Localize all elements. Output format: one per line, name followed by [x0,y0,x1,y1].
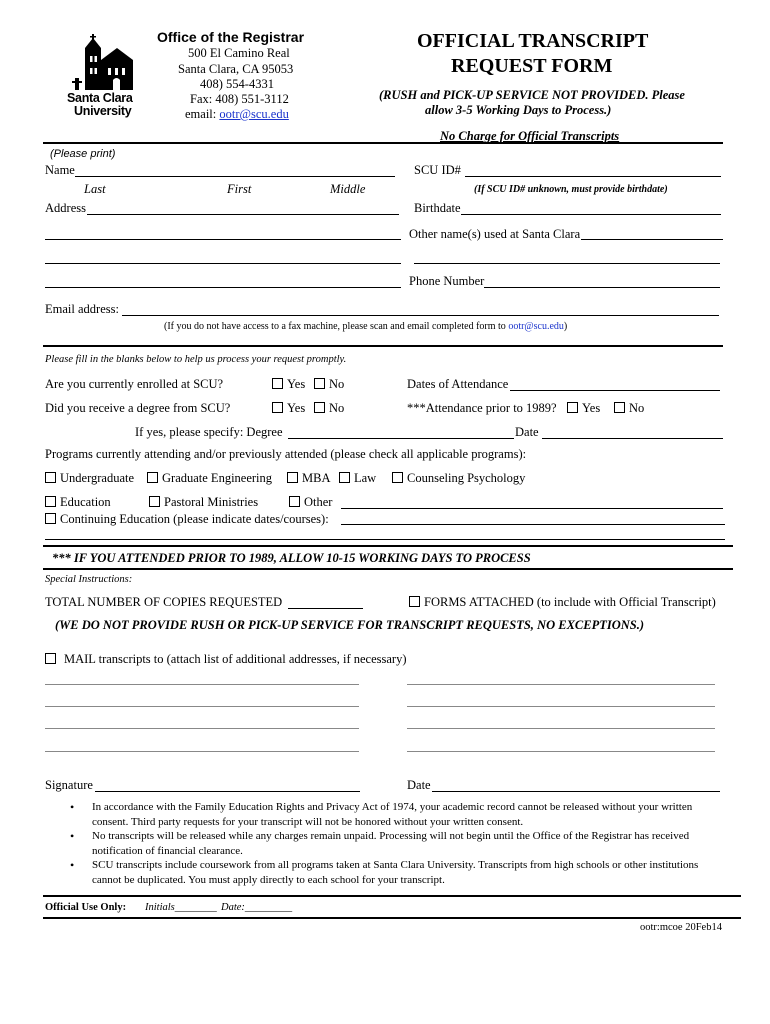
enrolled-no-option[interactable] [314,377,344,392]
forms-attached-option[interactable] [409,595,716,610]
office-email-line [185,107,289,122]
prior-1989-no-option[interactable] [614,401,644,416]
mba-checkbox[interactable] [287,472,298,483]
degree-no-label: No [329,401,345,415]
copies-field[interactable] [288,608,363,609]
first-caption: First [227,182,252,196]
education-checkbox[interactable] [45,496,56,507]
office-address-2: Santa Clara, CA 95053 [178,62,294,76]
prior-1989-label: ***Attendance prior to 1989? [407,401,557,415]
education-label: Education [60,495,111,509]
program-education[interactable] [45,495,111,510]
address-field-1[interactable] [87,214,399,215]
section-rule-4 [43,895,741,897]
name-label: Name [45,163,75,177]
policy-note-ferpa: • In accordance with the Family Education Rights and Privacy Act of 1974, your academic record cannot be released without your written consent. Third party requests for your transcript will not be honored without your written consent. [70,800,730,829]
instruction-text: Please fill in the blanks below to help us process your request promptly. [45,354,347,365]
pastoral-label: Pastoral Ministries [164,495,259,509]
signature-field[interactable] [95,791,360,792]
section-rule-2 [43,545,733,547]
please-print-note: (Please print) [50,148,116,160]
enrolled-no-label: No [329,377,345,391]
scu-id-label: SCU ID# [414,163,461,177]
counseling-label: Counseling Psychology [407,471,526,485]
mail-address-right-4[interactable] [407,751,715,752]
mail-label: MAIL transcripts to (attach list of additional addresses, if necessary) [64,652,407,666]
enrolled-yes-option[interactable] [272,377,305,392]
continuing-checkbox[interactable] [45,513,56,524]
undergraduate-checkbox[interactable] [45,472,56,483]
official-use-date: Date:_________ [221,902,293,913]
rush-note-line-2: allow 3-5 Working Days to Process.) [425,103,612,117]
prior-1989-no-checkbox[interactable] [614,402,625,413]
forms-attached-checkbox[interactable] [409,596,420,607]
program-grad-engineering[interactable] [147,471,272,486]
other-names-field-2[interactable] [414,263,720,264]
office-title: Office of the Registrar [157,29,305,45]
continuing-field-2[interactable] [45,539,725,540]
program-law[interactable] [339,471,376,486]
degree-date-label: Date [515,425,539,439]
special-instructions-label: Special Instructions: [45,574,133,585]
other-program-field[interactable] [341,508,723,509]
warning-1989: *** IF YOU ATTENDED PRIOR TO 1989, ALLOW 10-15 WORKING DAYS TO PROCESS [52,551,531,565]
other-label: Other [304,495,333,509]
header-rule [43,142,723,144]
address-label: Address [45,201,86,215]
section-rule-5 [43,917,741,919]
scu-id-note: (If SCU ID# unknown, must provide birthdate) [474,184,668,195]
address-field-3[interactable] [45,263,401,264]
mba-label: MBA [302,471,331,485]
fax-note-prefix: (If you do not have access to a fax machine, please scan and email completed form to [164,321,509,332]
program-other[interactable] [289,495,332,510]
phone-label: Phone Number [409,274,485,288]
office-email-link[interactable]: ootr@scu.edu [219,107,289,121]
rush-note-line-1: (RUSH and PICK-UP SERVICE NOT PROVIDED. Please [379,88,685,102]
degree-question: Did you receive a degree from SCU? [45,401,231,415]
other-names-field[interactable] [581,239,723,240]
signature-date-field[interactable] [432,791,720,792]
no-charge-note: No Charge for Official Transcripts [440,129,620,143]
program-mba[interactable] [287,471,330,486]
enrolled-no-checkbox[interactable] [314,378,325,389]
continuing-field[interactable] [341,524,725,525]
section-rule-3 [43,568,733,570]
office-phone: 408) 554-4331 [200,77,274,91]
program-continuing[interactable] [45,512,329,527]
section-rule-1 [43,345,723,347]
phone-field[interactable] [484,287,720,288]
signature-label: Signature [45,778,93,792]
scu-id-field[interactable] [465,176,721,177]
official-use-initials: Initials________ [145,902,217,913]
pastoral-checkbox[interactable] [149,496,160,507]
last-caption: Last [84,182,106,196]
mail-address-left-1[interactable] [45,684,359,685]
undergraduate-label: Undergraduate [60,471,135,485]
name-field[interactable] [75,176,395,177]
enrolled-yes-label: Yes [287,377,306,391]
counseling-checkbox[interactable] [392,472,403,483]
copies-label: TOTAL NUMBER OF COPIES REQUESTED [45,595,283,609]
fax-note-suffix: ) [563,321,568,332]
grad-engineering-label: Graduate Engineering [162,471,273,485]
logo-line-1: Santa Clara [67,91,133,105]
degree-yes-option[interactable] [272,401,305,416]
enrolled-question: Are you currently enrolled at SCU? [45,377,224,391]
law-checkbox[interactable] [339,472,350,483]
degree-yes-label: Yes [287,401,306,415]
official-use-rest: Use Only: [78,902,127,913]
office-fax: Fax: 408) 551-3112 [190,92,289,106]
no-rush-note: (WE DO NOT PROVIDE RUSH OR PICK-UP SERVICE FOR TRANSCRIPT REQUESTS, NO EXCEPTIONS.) [55,618,645,632]
middle-caption: Middle [330,182,366,196]
programs-question: Programs currently attending and/or previously attended (please check all applicable programs): [45,447,527,461]
fax-note-email[interactable]: ootr@scu.edu [508,321,564,332]
email-label: Email address: [45,302,119,316]
law-label: Law [354,471,377,485]
office-address-1: 500 El Camino Real [188,46,290,60]
mail-option[interactable] [45,652,407,667]
footer-code: ootr:mcoe 20Feb14 [640,922,722,933]
program-pastoral[interactable] [149,495,258,510]
dates-attendance-label: Dates of Attendance [407,377,509,391]
fax-note [164,321,567,332]
policy-notes [70,800,730,887]
program-counseling[interactable] [392,471,525,486]
prior-1989-yes-label: Yes [582,401,601,415]
form-title-line-1: OFFICIAL TRANSCRIPT [417,30,649,52]
logo-line-2: University [74,104,132,118]
mail-address-left-3[interactable] [45,728,359,729]
prior-1989-no-label: No [629,401,645,415]
address-field-4[interactable] [45,287,401,288]
degree-yes-checkbox[interactable] [272,402,283,413]
address-field-2[interactable] [45,239,401,240]
specify-degree-label: If yes, please specify: Degree [135,425,283,439]
mail-checkbox[interactable] [45,653,56,664]
mail-address-right-2[interactable] [407,706,715,707]
grad-engineering-checkbox[interactable] [147,472,158,483]
program-undergraduate[interactable] [45,471,134,486]
official-use-label [45,902,126,913]
other-names-label: Other name(s) used at Santa Clara [409,227,581,241]
prior-1989-yes-option[interactable] [567,401,600,416]
birthdate-field[interactable] [461,214,721,215]
other-checkbox[interactable] [289,496,300,507]
mail-address-right-1[interactable] [407,684,715,685]
office-email-label: email: [185,107,220,121]
policy-note-charges: • No transcripts will be released while any charges remain unpaid. Processing will not begin until the Office of the Registrar has received notification of financial clearance. [70,829,730,858]
official-use-bold: Official [45,902,79,913]
degree-field[interactable] [288,438,514,439]
forms-attached-label: FORMS ATTACHED (to include with Official Transcript) [424,595,716,609]
degree-no-checkbox[interactable] [314,402,325,413]
email-field[interactable] [122,315,719,316]
continuing-label: Continuing Education (please indicate dates/courses): [60,512,329,526]
mission-church-icon [72,34,142,90]
form-title-line-2: REQUEST FORM [451,55,613,77]
signature-date-label: Date [407,778,431,792]
dates-attendance-field[interactable] [510,390,720,391]
degree-date-field[interactable] [542,438,723,439]
prior-1989-yes-checkbox[interactable] [567,402,578,413]
mail-address-left-2[interactable] [45,706,359,707]
mail-address-left-4[interactable] [45,751,359,752]
degree-no-option[interactable] [314,401,344,416]
policy-note-coursework: • SCU transcripts include coursework from all programs taken at Santa Clara University. Transcripts from high schools or other institutions cannot be duplicated. You must apply directly to each school for your transcript. [70,858,730,887]
university-logo [72,34,142,90]
mail-address-right-3[interactable] [407,728,715,729]
birthdate-label: Birthdate [414,201,461,215]
enrolled-yes-checkbox[interactable] [272,378,283,389]
